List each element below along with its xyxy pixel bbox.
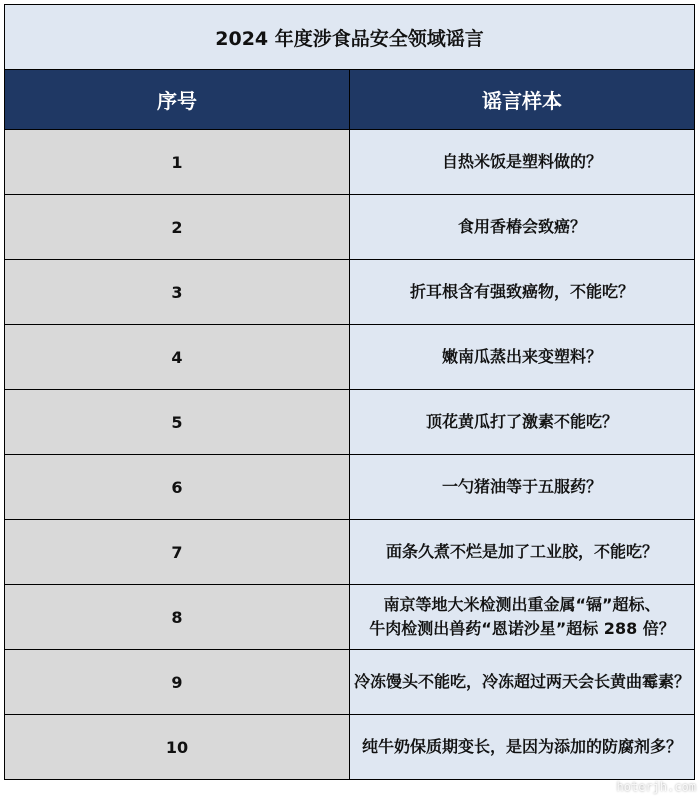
row-index: 2 [5,195,350,260]
row-rumor-text [350,715,695,780]
rumor-text-line: 嫩南瓜蒸出来变塑料？ [441,347,602,366]
rumor-text-line: 一勺猪油等于五服药？ [441,477,602,496]
row-index: 5 [5,390,350,455]
row-index: 4 [5,325,350,390]
header-sample: 谣言样本 [350,70,695,130]
table-row [5,260,695,325]
row-index: 7 [5,520,350,585]
rumor-text-line: 食用香椿会致癌？ [457,217,586,236]
row-index: 8 [5,585,350,650]
table-row [5,455,695,520]
table-row [5,325,695,390]
watermark: hoterjh.com [616,780,696,794]
row-index: 1 [5,130,350,195]
row-index: 9 [5,650,350,715]
header-row [5,70,695,130]
row-rumor-text [350,520,695,585]
table-row [5,520,695,585]
rumor-text-line: 冷冻馒头不能吃，冷冻超过两天会长黄曲霉素？ [353,672,690,691]
row-index: 6 [5,455,350,520]
row-rumor-text [350,585,695,650]
row-rumor-text [350,455,695,520]
rumor-text-line: 折耳根含有强致癌物，不能吃？ [409,282,634,301]
rumor-text-line: 面条久煮不烂是加了工业胶，不能吃？ [385,542,658,561]
rumor-text-line: 纯牛奶保质期变长，是因为添加的防腐剂多？ [361,737,682,756]
table-title: 2024 年度涉食品安全领域谣言 [5,5,695,70]
title-row [5,5,695,70]
table-row [5,130,695,195]
rumor-text-line: 牛肉检测出兽药“恩诺沙星”超标 288 倍？ [369,619,675,638]
table-row [5,715,695,780]
table-row [5,585,695,650]
row-index: 3 [5,260,350,325]
table-row [5,650,695,715]
header-index: 序号 [5,70,350,130]
table-row [5,195,695,260]
row-rumor-text [350,130,695,195]
rumor-text-line: 顶花黄瓜打了激素不能吃？ [425,412,618,431]
row-rumor-text [350,260,695,325]
rumor-text-line: 南京等地大米检测出重金属“镉”超标、 [383,595,661,614]
table-row [5,390,695,455]
row-rumor-text [350,195,695,260]
row-index: 10 [5,715,350,780]
row-rumor-text [350,650,695,715]
rumor-text-line: 自热米饭是塑料做的？ [441,152,602,171]
row-rumor-text [350,390,695,455]
row-rumor-text [350,325,695,390]
rumor-table [4,4,695,780]
